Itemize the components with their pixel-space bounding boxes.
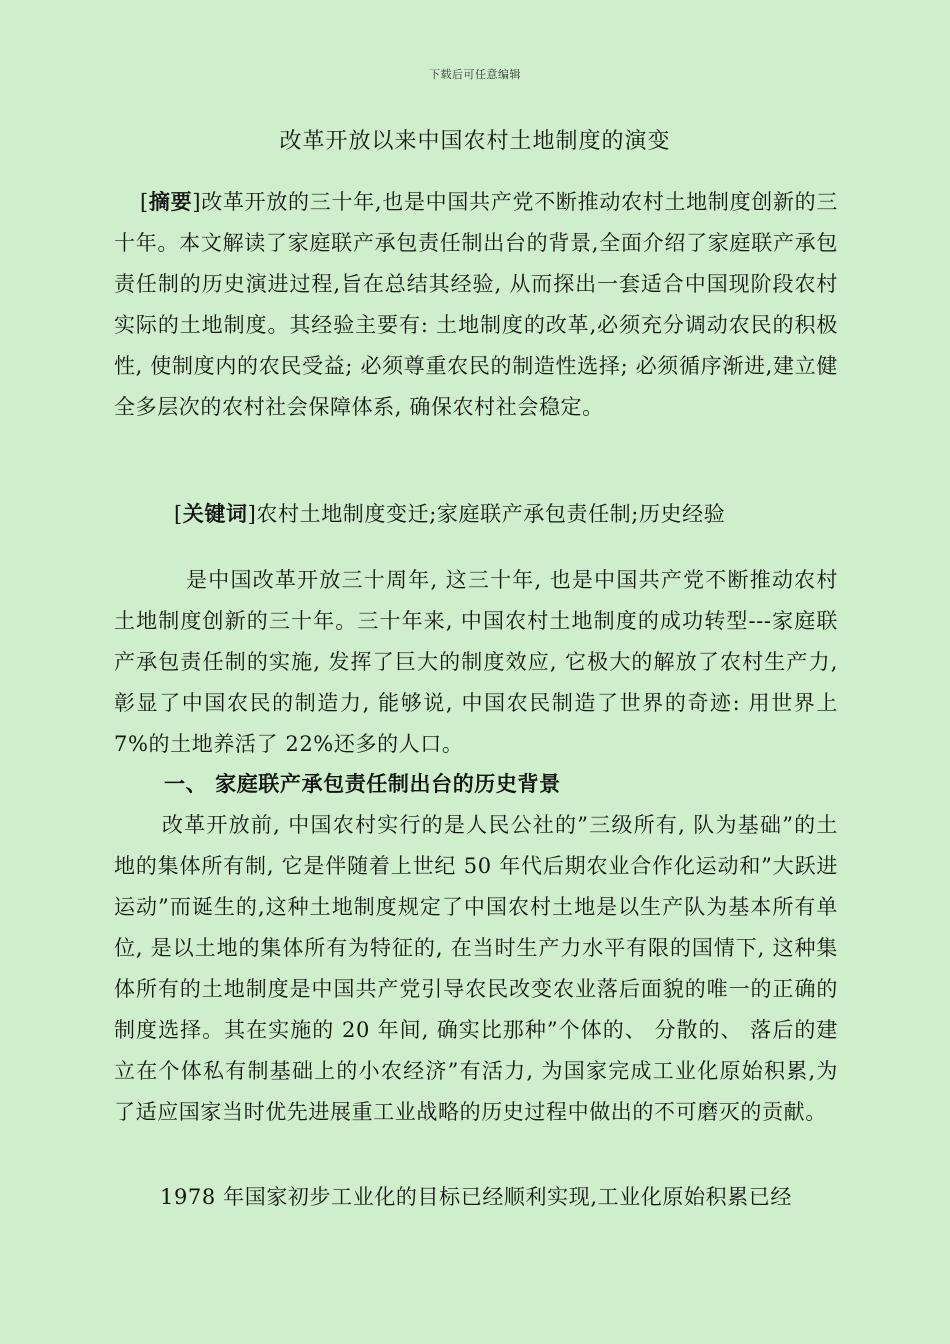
keywords-text: 农村土地制度变迁;家庭联产承包责任制;历史经验 [256,502,726,526]
abstract-paragraph [114,182,838,428]
abstract-label: 摘要 [148,190,193,214]
keywords-paragraph [114,494,838,535]
abstract-text: 改革开放的三十年,也是中国共产党不断推动农村土地制度创新的三十年。本文解读了家庭联产承包责任制出台的背景,全面介绍了家庭联产承包责任制的历史演进过程,旨在总结其经验, 从而探出一套适合中国现阶段农村实际的土地制度。其经验主要有: 土地制度的改革,必须充分调动农民的积极性, 使制度内的农民受益; 必须尊重农民的制造性选择; 必须循序渐进,建立健全多层次的农村社会保障体系, 确保农村社会稳定。 [114,190,838,419]
keywords-label-right: ] [247,502,257,526]
abstract-label-left: [ [140,190,149,214]
header-note: 下载后可任意编辑 [429,68,521,81]
keywords-label: 关键词 [182,502,248,526]
abstract-label-right: ] [192,190,202,214]
document-title: 改革开放以来中国农村土地制度的演变 [279,129,671,154]
paragraph-3: 1978 年国家初步工业化的目标已经顺利实现,工业化原始积累已经 [160,1185,792,1209]
intro-paragraph: 是中国改革开放三十周年, 这三十年, 也是中国共产党不断推动农村土地制度创新的三十年。三十年来, 中国农村土地制度的成功转型---家庭联产承包责任制的实施, 发挥了巨大的制度效应, 它极大的解放了农村生产力, 彰显了中国农民的制造力, 能够说, 中国农民制造了世界的奇迹: 用世界上 7%的土地养活了 22%还多的人口。 [114,568,838,756]
paragraph-2: 改革开放前, 中国农村实行的是人民公社的”三级所有, 队为基础”的土地的集体所有制, 它是伴随着上世纪 50 年代后期农业合作化运动和”大跃进运动”而诞生的,这种土地制度规定了中国农村土地是以生产队为基本所有单位, 是以土地的集体所有为特征的, 在当时生产力水平有限的国情下, 这种集体所有的土地制度是中国共产党引导农民改变农业落后面貌的唯一的正确的制度选择。其在实施的 20 年间, 确实比那种”个体的、 分散的、 落后的建立在个体私有制基础上的小农经济”有活力, 为国家完成工业化原始积累,为了适应国家当时优先进展重工业战略的历史过程中做出的不可磨灭的贡献。 [114,813,838,1124]
keywords-label-left: [ [174,502,183,526]
section-1-heading: 一、 家庭联产承包责任制出台的历史背景 [164,772,561,796]
